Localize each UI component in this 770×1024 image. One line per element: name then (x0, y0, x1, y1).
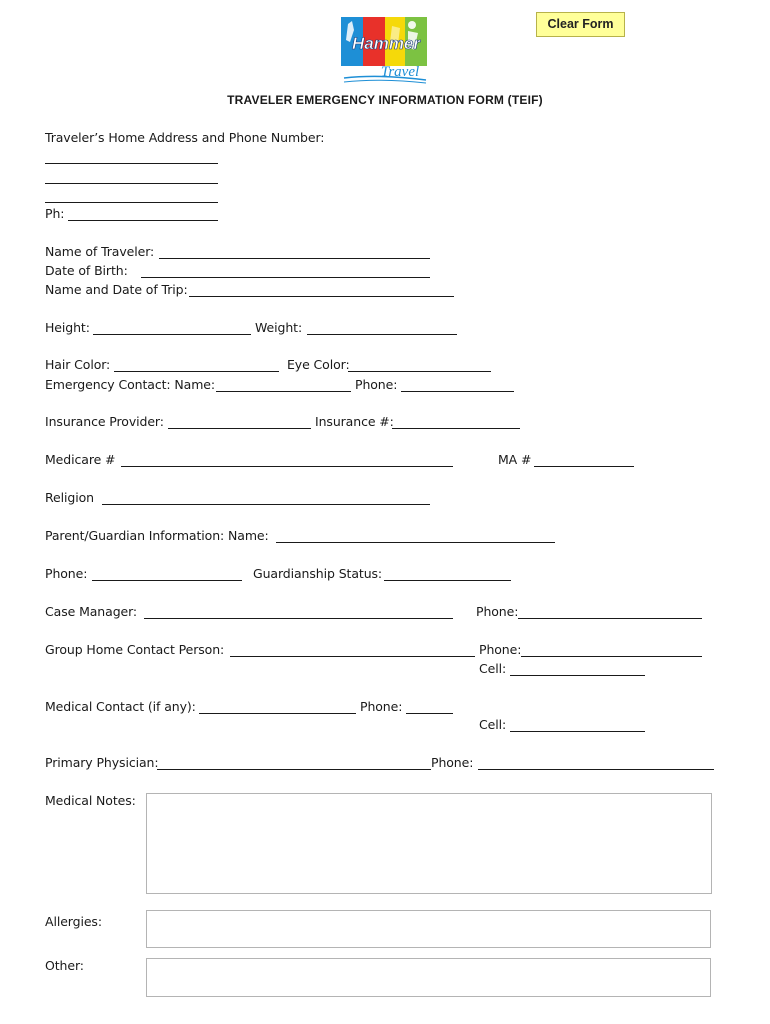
traveler-name-label: Name of Traveler: (45, 244, 155, 259)
emergency-contact-label: Emergency Contact: Name: (45, 377, 215, 392)
guardian-phone-label: Phone: (45, 566, 88, 581)
emergency-phone-label: Phone: (355, 377, 398, 392)
case-manager-phone-label: Phone: (476, 604, 519, 619)
group-home-cell-field[interactable] (510, 662, 645, 676)
ph-field[interactable] (68, 207, 218, 221)
traveler-name-field[interactable] (159, 245, 430, 259)
guardianship-status-label: Guardianship Status: (253, 566, 383, 581)
eye-color-label: Eye Color: (287, 357, 350, 372)
religion-field[interactable] (102, 491, 430, 505)
insurance-provider-label: Insurance Provider: (45, 414, 164, 429)
form-title: TRAVELER EMERGENCY INFORMATION FORM (TEIF) (227, 93, 543, 107)
home-address-line-1[interactable] (45, 150, 218, 164)
parent-guardian-name-field[interactable] (276, 529, 555, 543)
home-address-label: Traveler’s Home Address and Phone Number: (45, 130, 325, 145)
medicare-label: Medicare # (45, 452, 116, 467)
logo-travel-text: Travel (380, 64, 420, 80)
medical-notes-label: Medical Notes: (45, 793, 136, 808)
group-home-label: Group Home Contact Person: (45, 642, 225, 657)
medical-notes-textarea[interactable] (146, 793, 712, 894)
dob-label: Date of Birth: (45, 263, 128, 278)
physician-phone-field[interactable] (478, 756, 714, 770)
height-label: Height: (45, 320, 90, 335)
trip-field[interactable] (189, 283, 454, 297)
medical-contact-phone-field[interactable] (406, 700, 453, 714)
clear-form-button[interactable]: Clear Form (536, 12, 625, 37)
group-home-phone-field[interactable] (521, 643, 702, 657)
guardian-phone-field[interactable] (92, 567, 242, 581)
hair-color-field[interactable] (114, 358, 279, 372)
guardianship-status-field[interactable] (384, 567, 511, 581)
case-manager-label: Case Manager: (45, 604, 138, 619)
medical-contact-label: Medical Contact (if any): (45, 699, 196, 714)
medical-contact-cell-field[interactable] (510, 718, 645, 732)
dob-field[interactable] (141, 264, 430, 278)
case-manager-phone-field[interactable] (518, 605, 702, 619)
allergies-textarea[interactable] (146, 910, 711, 948)
medical-contact-field[interactable] (199, 700, 356, 714)
allergies-label: Allergies: (45, 914, 102, 929)
primary-physician-field[interactable] (157, 756, 431, 770)
ma-label: MA # (498, 452, 532, 467)
hammer-travel-logo-graphic (340, 16, 430, 84)
insurance-number-field[interactable] (392, 415, 520, 429)
eye-color-field[interactable] (348, 358, 491, 372)
religion-label: Religion (45, 490, 94, 505)
home-address-line-2[interactable] (45, 170, 218, 184)
weight-label: Weight: (255, 320, 303, 335)
group-home-phone-label: Phone: (479, 642, 522, 657)
hammer-travel-logo (340, 16, 430, 84)
case-manager-field[interactable] (144, 605, 453, 619)
hair-color-label: Hair Color: (45, 357, 111, 372)
medical-contact-cell-label: Cell: (479, 717, 507, 732)
emergency-contact-name-field[interactable] (216, 378, 351, 392)
logo-hammer-text: Hammer (351, 34, 421, 53)
group-home-field[interactable] (230, 643, 475, 657)
home-address-line-3[interactable] (45, 189, 218, 203)
weight-field[interactable] (307, 321, 457, 335)
medical-contact-phone-label: Phone: (360, 699, 403, 714)
trip-label: Name and Date of Trip: (45, 282, 188, 297)
insurance-provider-field[interactable] (168, 415, 311, 429)
group-home-cell-label: Cell: (479, 661, 507, 676)
height-field[interactable] (93, 321, 251, 335)
insurance-number-label: Insurance #: (315, 414, 394, 429)
primary-physician-label: Primary Physician: (45, 755, 159, 770)
other-textarea[interactable] (146, 958, 711, 997)
other-label: Other: (45, 958, 84, 973)
medicare-field[interactable] (121, 453, 453, 467)
emergency-phone-field[interactable] (401, 378, 514, 392)
ph-label: Ph: (45, 206, 65, 221)
parent-guardian-label: Parent/Guardian Information: Name: (45, 528, 269, 543)
physician-phone-label: Phone: (431, 755, 474, 770)
ma-field[interactable] (534, 453, 634, 467)
